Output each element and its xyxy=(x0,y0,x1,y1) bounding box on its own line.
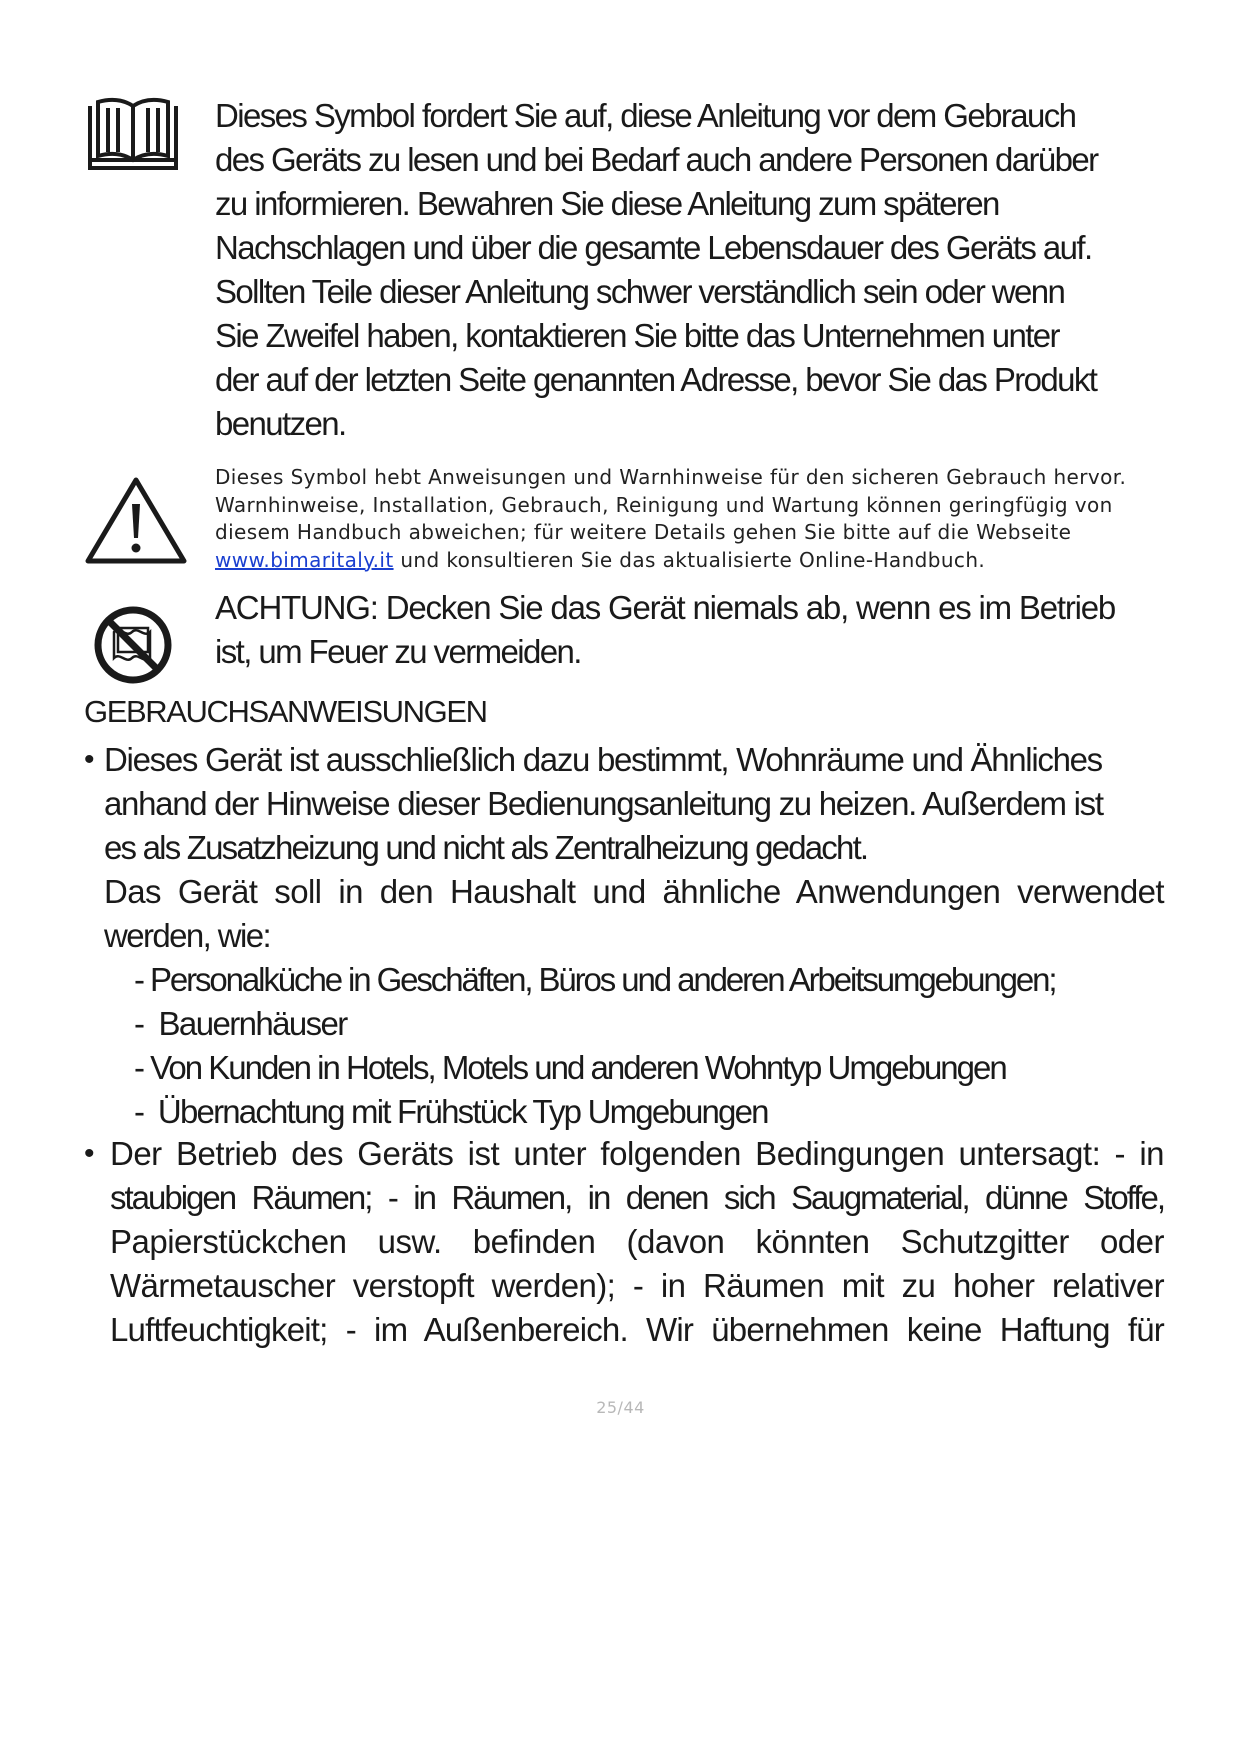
list-item-line: anhand der Hinweise dieser Bedienungsanleitung zu heizen. Außerdem ist xyxy=(104,785,1103,822)
attention-paragraph xyxy=(215,586,1175,674)
warning-line: Warnhinweise, Installation, Gebrauch, Reinigung und Wartung können geringfügig von xyxy=(215,492,1113,517)
list-item-text xyxy=(104,738,1164,1134)
section-heading xyxy=(84,692,984,732)
manual-notice-line: benutzen. xyxy=(215,405,346,442)
list-item-line: Papierstückchen usw. befinden (davon könnten Schutzgitter oder xyxy=(110,1223,1164,1260)
list-item-line: Luftfeuchtigkeit; - im Außenbereich. Wir übernehmen keine Haftung für xyxy=(110,1311,1164,1348)
page-title: GEBRAUCHSANWEISUNGEN xyxy=(84,694,487,729)
warning-line: diesem Handbuch abweichen; für weitere Details gehen Sie bitte auf die Webseite xyxy=(215,520,1072,544)
bullet-symbol: • xyxy=(84,743,95,776)
warning-line-rest: und konsultieren Sie das aktualisierte Online-Handbuch. xyxy=(393,547,986,572)
warning-line: Dieses Symbol hebt Anweisungen und Warnhinweise für den sicheren Gebrauch hervor. xyxy=(215,465,1127,489)
sub-list-item: - Bauernhäuser xyxy=(134,1005,347,1042)
manual-notice-line: Nachschlagen und über die gesamte Lebensdauer des Geräts auf. xyxy=(215,229,1092,266)
page-number: 25/44 xyxy=(596,1398,645,1417)
manual-notice-line: des Geräts zu lesen und bei Bedarf auch andere Personen darüber xyxy=(215,141,1098,178)
list-item-text xyxy=(110,1132,1164,1352)
website-link[interactable]: www.bimaritaly.it xyxy=(215,547,394,572)
sub-list xyxy=(104,958,1164,1134)
list-item xyxy=(84,738,1164,1178)
sub-list-item: - Personalküche in Geschäften, Büros und anderen Arbeitsumgebungen; xyxy=(134,961,1056,998)
do-not-cover-icon xyxy=(92,604,174,686)
attention-line: ist, um Feuer zu vermeiden. xyxy=(215,633,581,670)
list-item-line: Das Gerät soll in den Haushalt und ähnliche Anwendungen verwendet xyxy=(104,873,1164,910)
list-item-line: Dieses Gerät ist ausschließlich dazu bestimmt, Wohnräume und Ähnliches xyxy=(104,741,1102,778)
book-icon xyxy=(86,96,180,172)
warning-paragraph xyxy=(215,464,1175,574)
manual-notice-line: der auf der letzten Seite genannten Adresse, bevor Sie das Produkt xyxy=(215,361,1097,398)
warning-line xyxy=(215,547,1175,575)
list-item-line: Wärmetauscher verstopft werden); - in Räumen mit zu hoher relativer xyxy=(110,1267,1164,1304)
manual-notice-line: Sollten Teile dieser Anleitung schwer verständlich sein oder wenn xyxy=(215,273,1065,310)
list-item-line: werden, wie: xyxy=(104,917,271,954)
manual-notice-line: Dieses Symbol fordert Sie auf, diese Anleitung vor dem Gebrauch xyxy=(215,97,1076,134)
list-item-line: staubigen Räumen; - in Räumen, in denen sich Saugmaterial, dünne Stoffe, xyxy=(110,1179,1164,1216)
list-item-line: Der Betrieb des Geräts ist unter folgenden Bedingungen untersagt: - in xyxy=(110,1135,1164,1172)
bullet-symbol: • xyxy=(84,1137,95,1170)
sub-list-item: - Von Kunden in Hotels, Motels und anderen Wohntyp Umgebungen xyxy=(134,1049,1006,1086)
list-item-line: es als Zusatzheizung und nicht als Zentralheizung gedacht. xyxy=(104,829,868,866)
attention-line: ACHTUNG: Decken Sie das Gerät niemals ab, wenn es im Betrieb xyxy=(215,589,1116,626)
manual-notice-paragraph xyxy=(215,94,1175,446)
list-item xyxy=(84,1132,1164,1362)
manual-notice-line: zu informieren. Bewahren Sie diese Anleitung zum späteren xyxy=(215,185,999,222)
warning-triangle-icon xyxy=(84,474,188,566)
sub-list-item: - Übernachtung mit Frühstück Typ Umgebungen xyxy=(134,1093,768,1130)
manual-notice-line: Sie Zweifel haben, kontaktieren Sie bitte das Unternehmen unter xyxy=(215,317,1059,354)
